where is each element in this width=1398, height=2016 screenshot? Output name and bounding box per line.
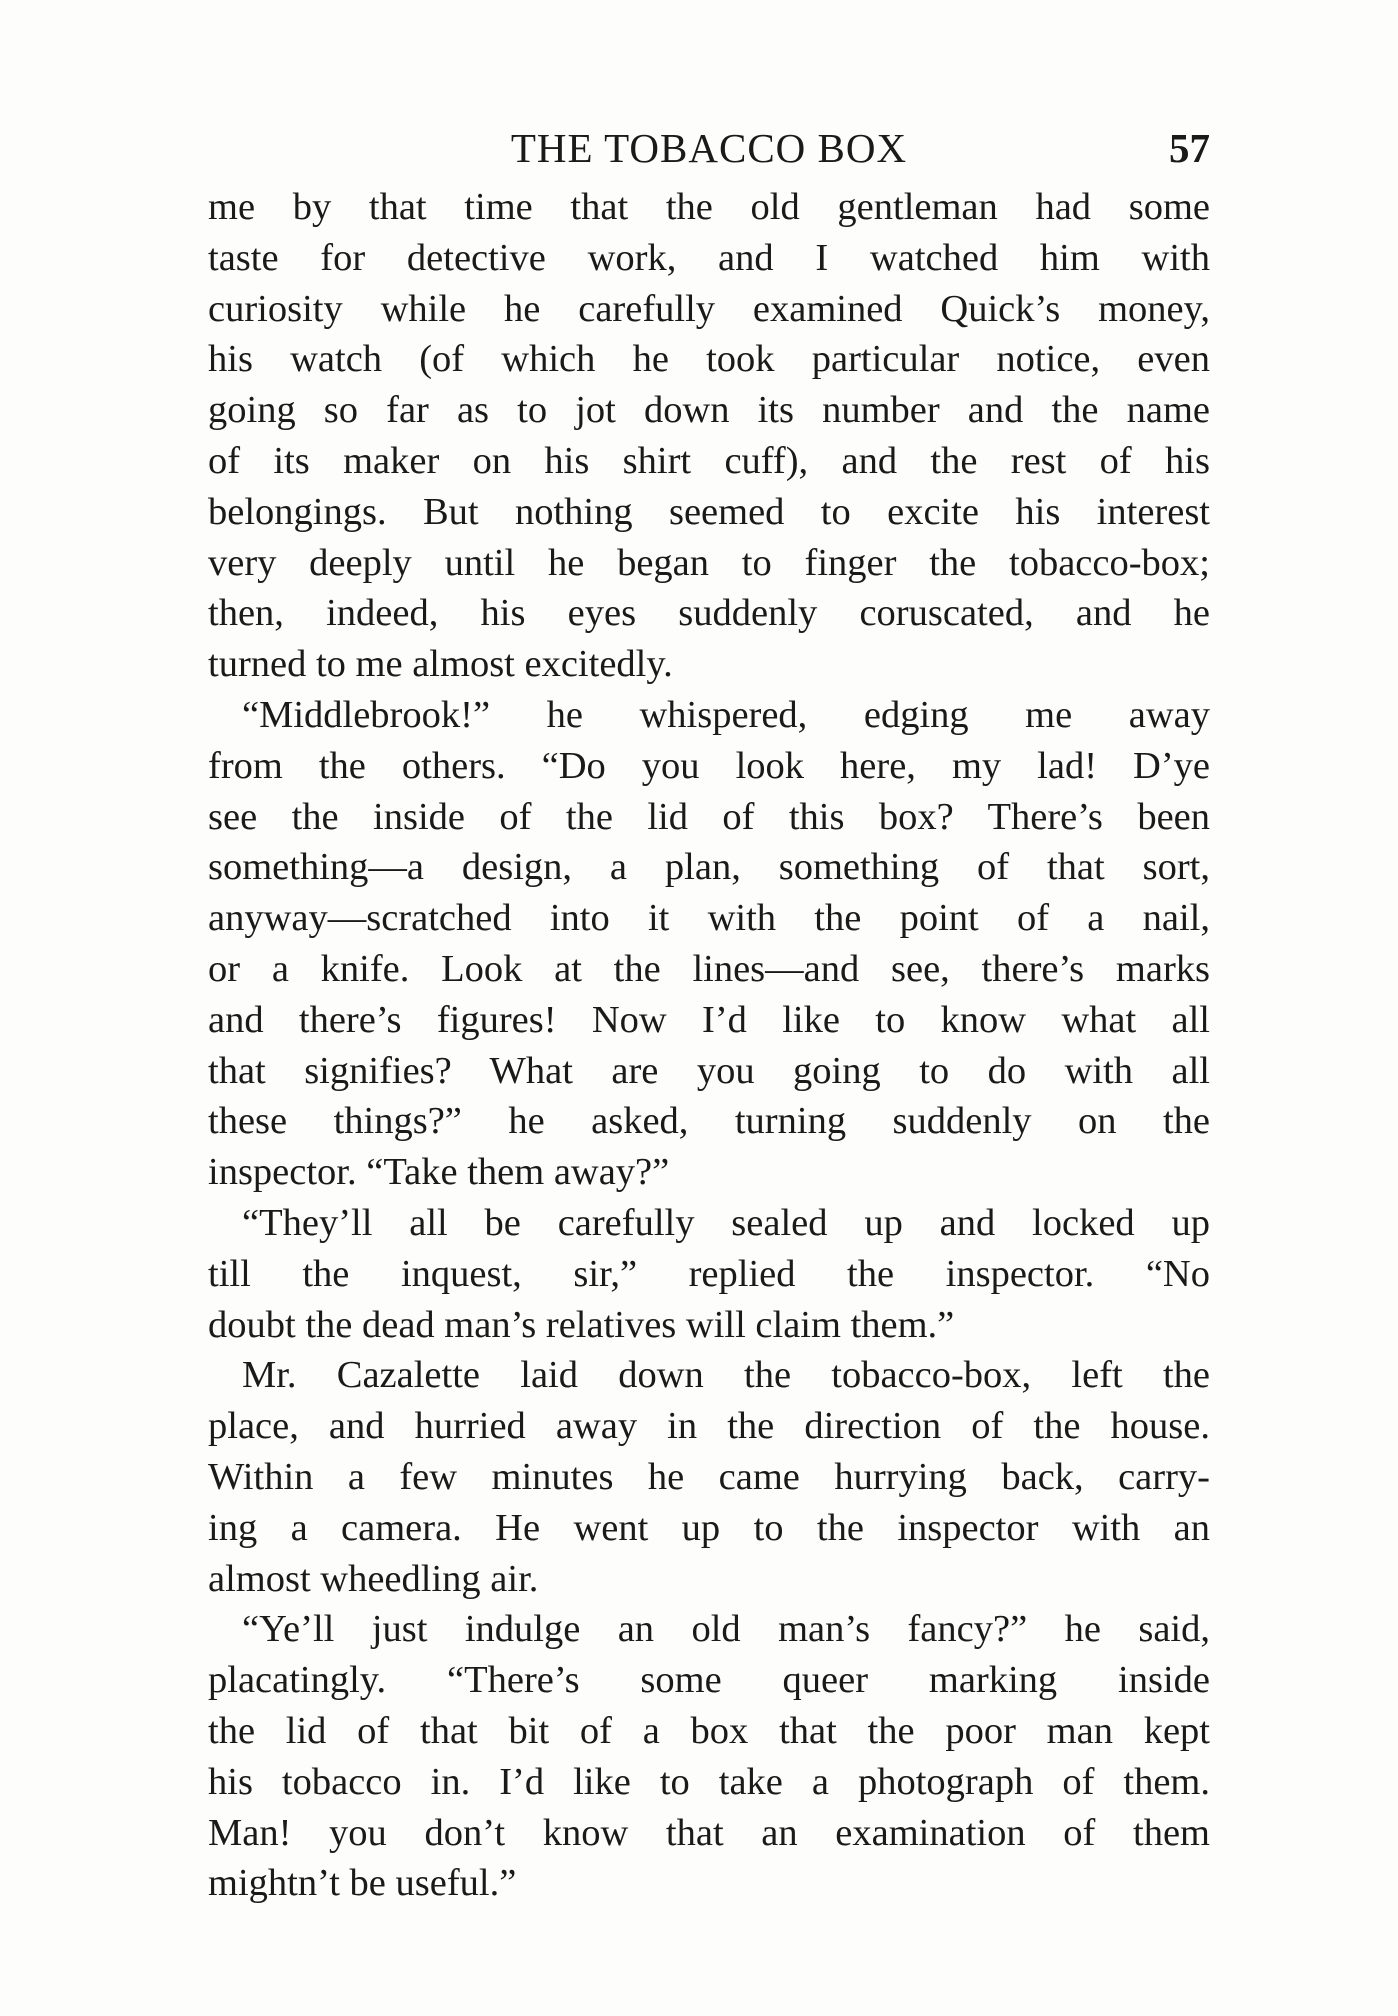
page-header	[208, 118, 1210, 178]
text-line: these things?” he asked, turning suddenly on the	[208, 1100, 1210, 1143]
text-line: his tobacco in. I’d like to take a photograph of them.	[208, 1760, 1210, 1803]
text-line: going so far as to jot down its number and the name	[208, 389, 1210, 432]
text-line: Man! you don’t know that an examination of them	[208, 1811, 1210, 1854]
text-line: that signifies? What are you going to do with all	[208, 1049, 1210, 1092]
text-line: “They’ll all be carefully sealed up and locked up	[242, 1201, 1210, 1244]
text-line: me by that time that the old gentleman had some	[208, 186, 1210, 228]
text-line: turned to me almost excitedly.	[208, 643, 673, 686]
text-line: place, and hurried away in the direction of the house.	[208, 1405, 1210, 1448]
text-line: almost wheedling air.	[208, 1557, 539, 1600]
text-line: Mr. Cazalette laid down the tobacco-box, left the	[242, 1354, 1210, 1397]
text-line: of its maker on his shirt cuff), and the rest of his	[208, 439, 1210, 482]
text-line: “Ye’ll just indulge an old man’s fancy?” he said,	[242, 1608, 1210, 1651]
text-line: taste for detective work, and I watched him with	[208, 236, 1210, 279]
text-line: something—a design, a plan, something of that sort,	[208, 846, 1210, 889]
text-line: the lid of that bit of a box that the poor man kept	[208, 1709, 1210, 1752]
text-line: or a knife. Look at the lines—and see, there’s marks	[208, 947, 1210, 990]
text-line: curiosity while he carefully examined Quick’s money,	[208, 287, 1210, 330]
running-title: THE TOBACCO BOX	[510, 125, 908, 171]
text-line: from the others. “Do you look here, my lad! D’ye	[208, 744, 1210, 787]
text-line: till the inquest, sir,” replied the inspector. “No	[208, 1252, 1210, 1295]
body-text	[208, 182, 1210, 1909]
text-line: inspector. “Take them away?”	[208, 1151, 670, 1194]
text-line: ing a camera. He went up to the inspector with an	[208, 1506, 1210, 1549]
page-number: 57	[1169, 125, 1210, 171]
text-line: placatingly. “There’s some queer marking inside	[208, 1659, 1210, 1702]
text-line: see the inside of the lid of this box? There’s been	[208, 795, 1210, 838]
text-line: his watch (of which he took particular notice, even	[208, 338, 1210, 381]
text-line: anyway—scratched into it with the point of a nail,	[208, 897, 1210, 940]
text-line: belongings. But nothing seemed to excite his interest	[208, 490, 1210, 533]
text-line: and there’s figures! Now I’d like to know what all	[208, 998, 1210, 1041]
text-line: “Middlebrook!” he whispered, edging me away	[242, 693, 1210, 736]
text-line: mightn’t be useful.”	[208, 1862, 517, 1905]
text-line: very deeply until he began to finger the tobacco-box;	[208, 541, 1210, 584]
text-line: doubt the dead man’s relatives will claim them.”	[208, 1303, 955, 1346]
text-line: then, indeed, his eyes suddenly coruscated, and he	[208, 592, 1210, 635]
text-line: Within a few minutes he came hurrying back, carry-	[208, 1455, 1210, 1498]
